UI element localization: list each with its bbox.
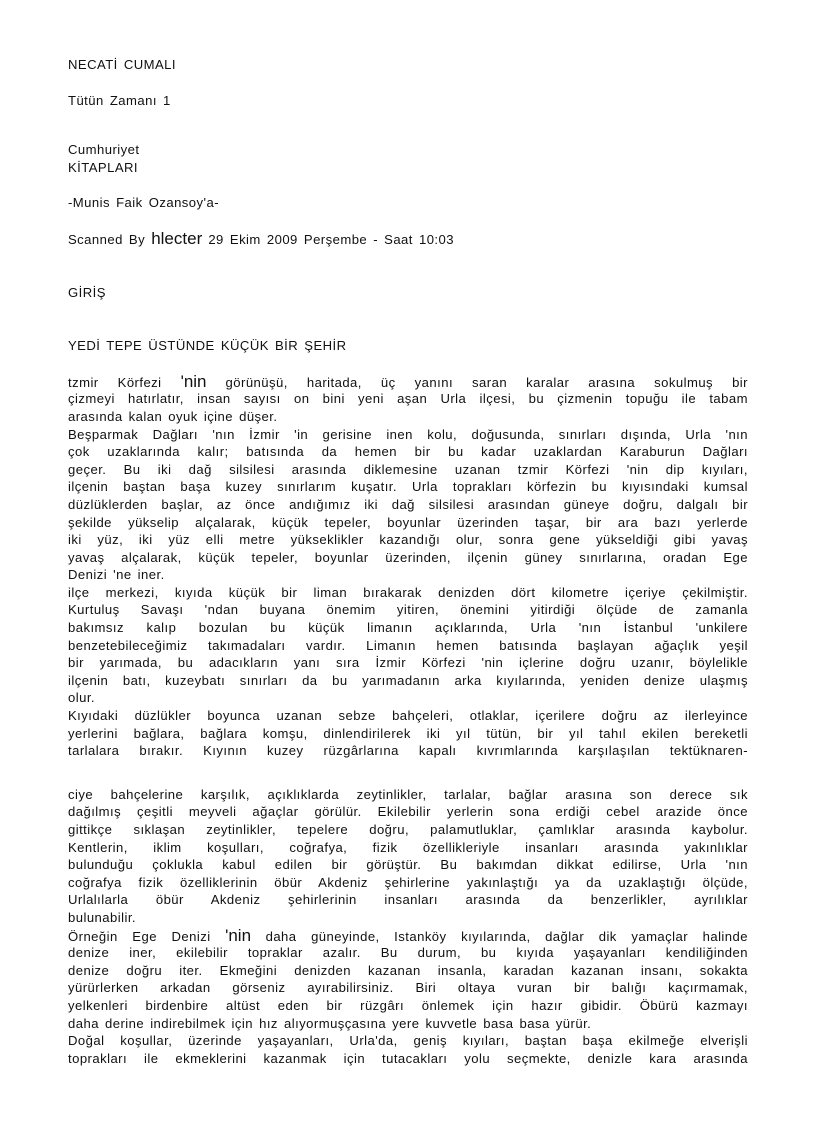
body-line: düzlüklerden başlar, az önce andığımız iki dağ silsilesi arasından güneye doğru, dalgalı bir: [68, 496, 748, 512]
body-line: iki yüz, iki yüz elli metre yükseklikler kazandığı olur, sonra gene yükseldiği gibi yavaş: [68, 532, 748, 548]
body-line: Kentlerin, iklim koşulları, coğrafya, fizik özellikleriyle insanları arasında yakınlıklar: [68, 839, 748, 855]
body-line: Denizi 'ne iner.: [68, 567, 165, 583]
body-line: bakımsız kalıp bozulan bu küçük limanın açıklarında, Urla 'nın İstanbul 'unkilere: [68, 620, 748, 636]
publisher-line-1: Cumhuriyet: [68, 142, 140, 158]
body-line: benzetebileceğimiz takımadaları vardır. Limanın hemen batısında başlayan ağaçlık yeşil: [68, 637, 748, 653]
body-line: yürürlerken arkadan görseniz ayırabilirsiniz. Biri oltaya vuran bir balığı kaçırmamak,: [68, 980, 748, 996]
body-line: yelkenleri birdenbire altüst eden bir rüzgârı önlemek için hazır gibidir. Öbürü kazmayı: [68, 997, 748, 1013]
body-line: dağılmış çeşitli meyveli ağaçlar görülür. Ekilebilir yerlerin sona erdiği cebel arazide önce: [68, 804, 748, 820]
body-line: Beşparmak Dağları 'nın İzmir 'in gerisine inen kolu, doğusunda, sınırları dışında, Urla 'nın: [68, 426, 748, 442]
body-line: Kıyıdaki düzlükler boyunca uzanan sebze bahçeleri, otlaklar, içerilere doğru az ilerleyince: [68, 708, 748, 724]
body-line: geçer. Bu iki dağ silsilesi arasında diklemesine uzanan tzmir Körfezi 'nin dip kıyıları,: [68, 461, 748, 477]
body-line: gittikçe sıklaşan zeytinlikler, tepelere doğru, palamutluklar, çamlıklar arasında kaybolur.: [68, 822, 748, 837]
body-line: ilçenin batı, kuzeybatı sınırları da bu yarımadanın arka kıyılarında, yeniden denize ulaşmış: [68, 672, 748, 688]
body-line: Kurtuluş Savaşı 'ndan buyana önemim yitiren, önemini yitirdiği ölçüde de zamanla: [68, 602, 748, 618]
scan-date: 29 Ekim 2009 Perşembe - Saat 10:03: [208, 231, 454, 247]
body-line: ciye bahçelerine karşılık, açıklıklarda zeytinlikler, tarlalar, bağlar arasına son derece sık: [68, 786, 748, 802]
body-line: şekilde yükselip alçalarak, küçük tepeler, boyunlar üzerinden taşar, bir ara bazı yerlerde: [68, 514, 748, 530]
body-text-part-1: [68, 373, 748, 760]
body-line: bir yarımada, bu adacıkların yanı sıra İzmir Körfezi 'nin içlerine doğru uzanır, böylelikle: [68, 655, 748, 671]
body-line: ilçe merkezi, kıyıda küçük bir liman bırakarak denizden dört kilometre içeriye çekilmiştir.: [68, 584, 748, 600]
scan-credit: [68, 230, 748, 248]
body-line: çok uzaklarında kalır; batısında da hemen bir bu kadar uzaklardan Karaburun Dağları: [68, 444, 748, 460]
body-line: bulunduğu çoklukla kabul edilen bir görüştür. Bu bakımdan dikkat edilirse, Urla 'nın: [68, 857, 748, 873]
dedication: -Munis Faik Ozansoy'a-: [68, 195, 220, 211]
body-line: Doğal koşullar, üzerinde yaşayanları, Urla'da, geniş kıyıları, baştan başa ekilmeğe elverişli: [68, 1033, 748, 1049]
body-line: yavaş alçalarak, küçük tepeler, boyunlar üzerinden, ilçenin güney sınırlarına, oradan Ege: [68, 549, 748, 565]
body-line: Urlalılarla öbür Akdeniz şehirlerinin insanları arasında da benzerlikler, ayrılıklar: [68, 892, 748, 908]
body-line: coğrafya fizik özelliklerinin öbür Akdeniz şehirlerine yakınlaştığı ya da uzaklaştığı ölçüde,: [68, 874, 748, 890]
body-line: yerlerini bağlara, bağlara komşu, dinlendirilerek iki yıl tütün, bir yıl tahıl ekilen bereketli: [68, 725, 748, 741]
scan-prefix: Scanned By: [68, 231, 146, 247]
body-line: Örneğin Ege Denizi 'nin daha güneyinde, Istanköy kıyılarında, dağlar dik yamaçlar halinde: [68, 925, 748, 945]
body-line: bulunabilir.: [68, 909, 137, 925]
author-name: NECATİ CUMALI: [68, 57, 177, 72]
scanner-name: hlecter: [151, 228, 203, 248]
body-line: toprakları ile ekmeklerini kazanmak için tutacakları yolu seçmekte, denizle kara arasında: [68, 1050, 748, 1066]
body-line: tzmir Körfezi 'nin görünüşü, haritada, üç yanını saran karalar arasına sokulmuş bir: [68, 371, 748, 391]
body-line: denize iner, ekilebilir topraklar azalır. Bu durum, bu kıyıda yaşayanları kendiliğinden: [68, 945, 748, 961]
document-page: [68, 56, 748, 1067]
body-line: ilçenin baştan başa kuzey sınırlarım kuşatır. Urla toprakları körfezin bu kıyısındaki kumsal: [68, 479, 748, 495]
body-line: daha derine indirebilmek için hız alıyormuşçasına yere kuvvetle basa basa yürür.: [68, 1015, 592, 1031]
body-line: olur.: [68, 690, 95, 706]
body-line: çizmeyi hatırlatır, insan sayısı on bini yeni aşan Urla ilçesi, bu çizmenin topuğu ile tabam: [68, 391, 748, 407]
body-text-part-2: [68, 786, 748, 1068]
publisher-line-2: KİTAPLARI: [68, 159, 139, 175]
book-title: Tütün Zamanı 1: [68, 92, 171, 108]
body-line: denize doğru iter. Ekmeğini denizden kazanan insanla, karadan kazanan insanı, sokakta: [68, 962, 748, 978]
intro-heading: GİRİŞ: [68, 284, 106, 300]
body-line: tarlalara bırakır. Kıyının kuzey rüzgârlarına kapalı kıvrımlarında karşılaşılan tektüknaren-: [68, 743, 748, 759]
body-line: arasında kalan oyuk içine düşer.: [68, 408, 278, 424]
chapter-heading: YEDİ TEPE ÜSTÜNDE KÜÇÜK BİR ŞEHİR: [68, 338, 347, 354]
